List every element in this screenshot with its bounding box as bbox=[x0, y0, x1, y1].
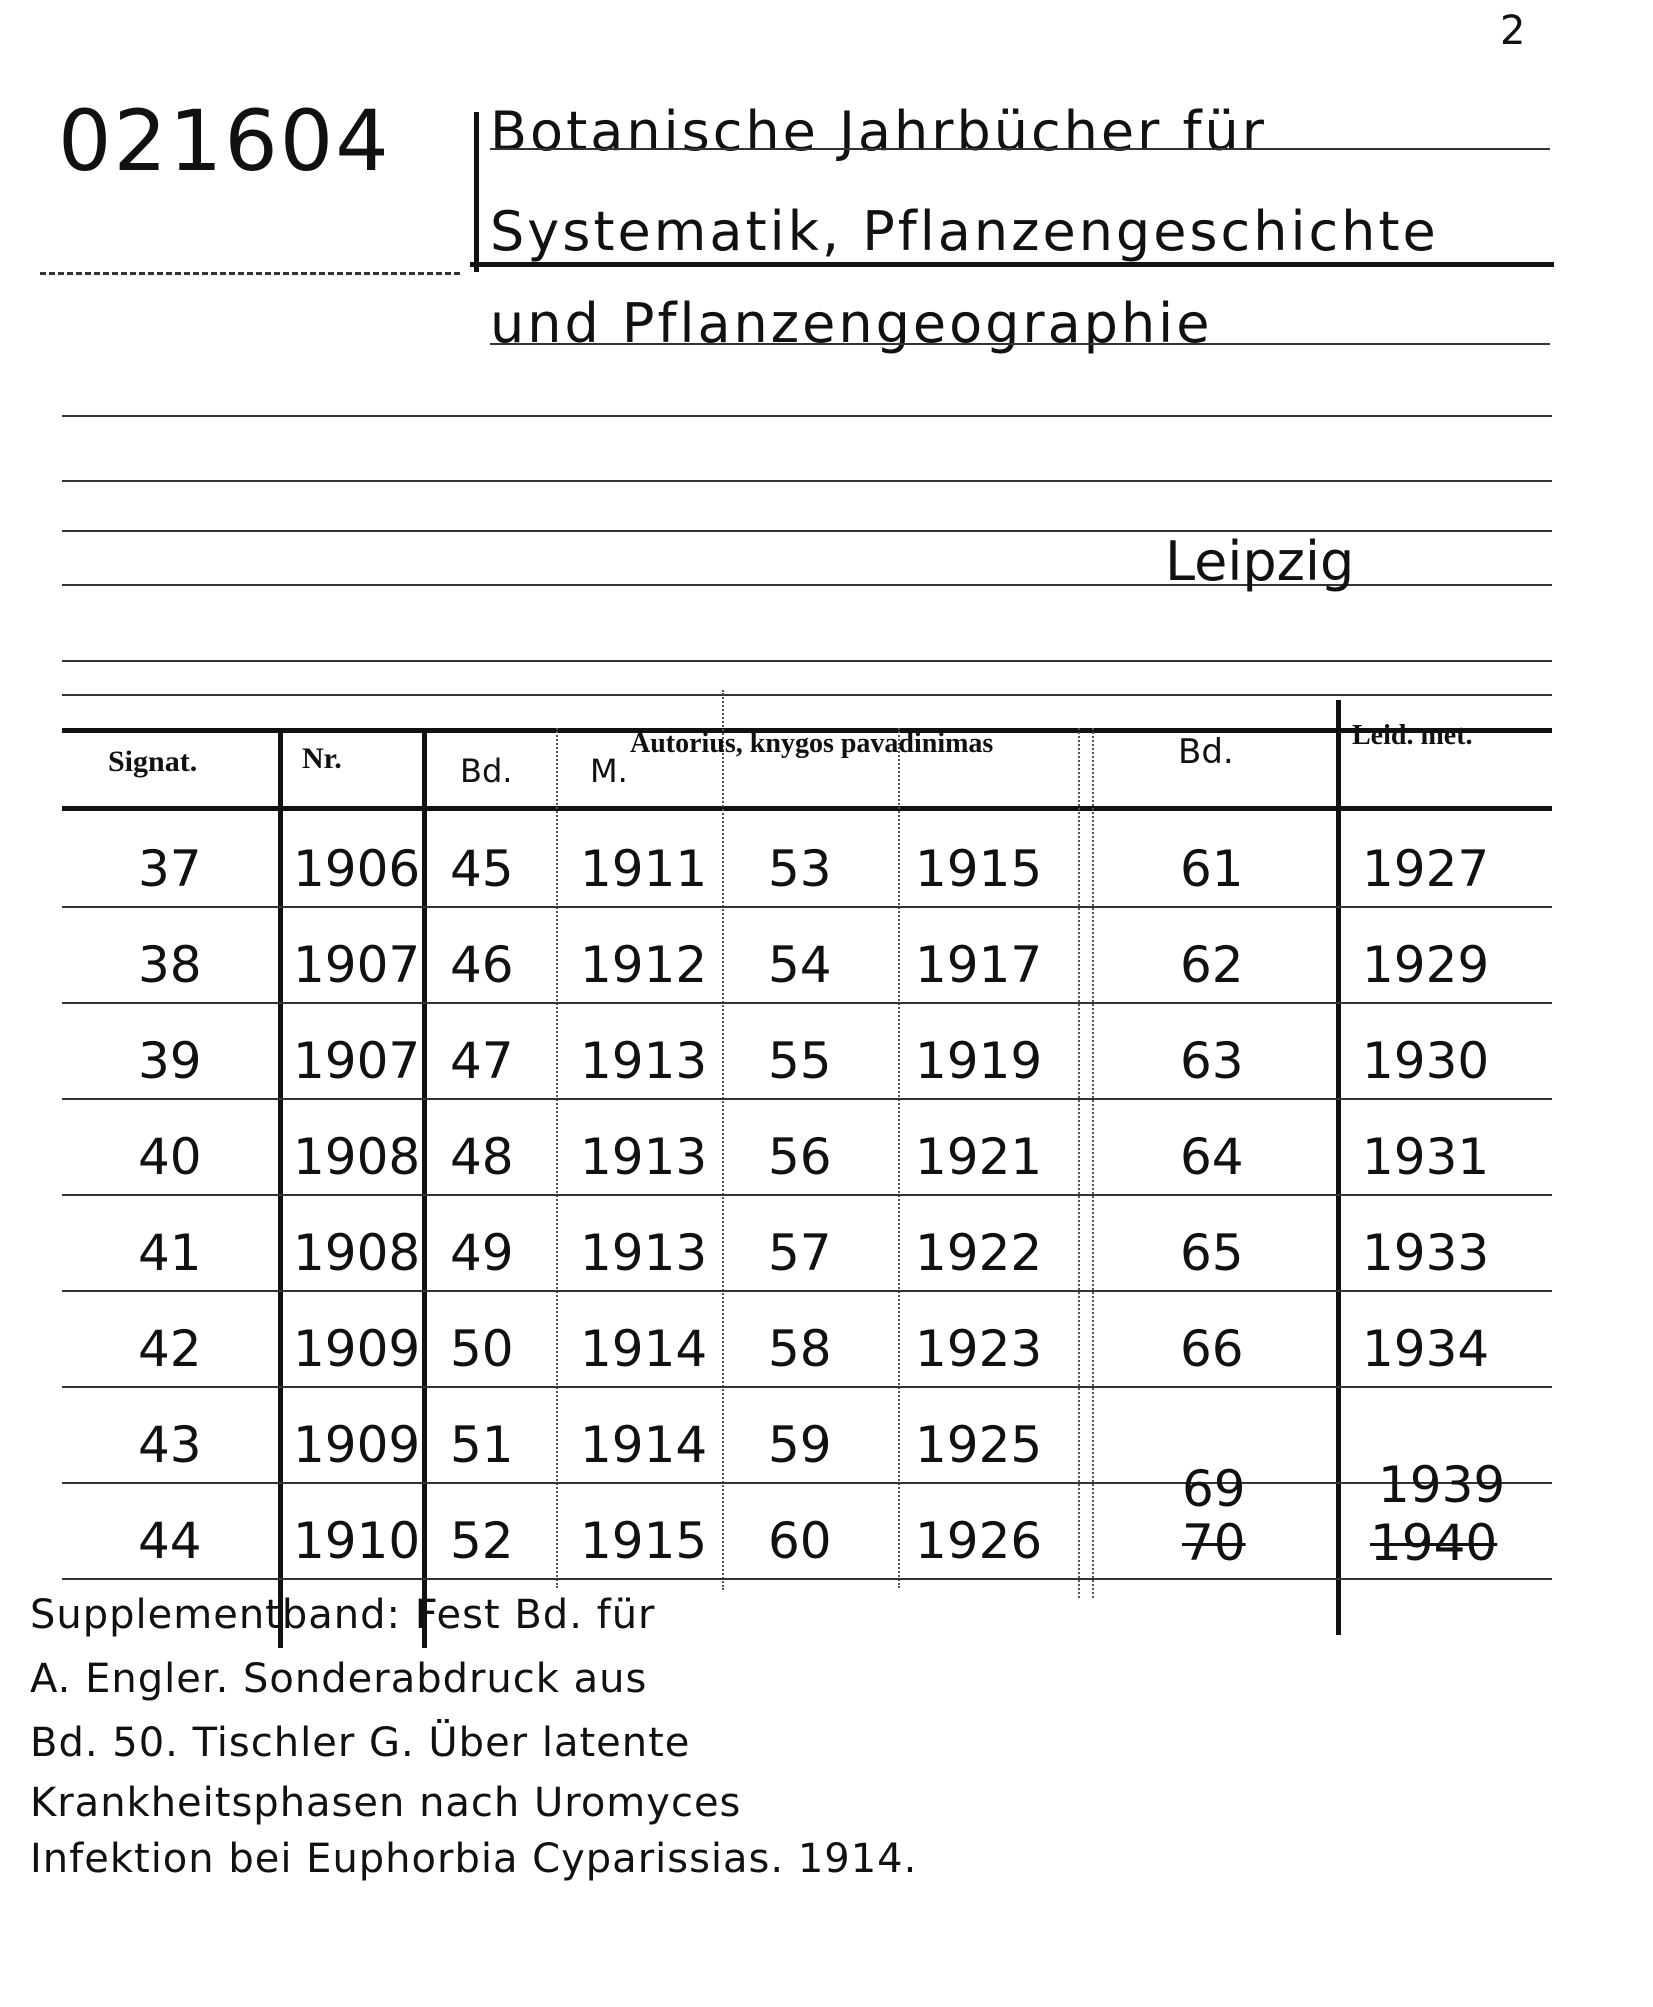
header-autorius: Autorius, knygos pavadinimas bbox=[630, 728, 994, 759]
cell-m: 1919 bbox=[915, 1032, 1043, 1090]
guide-line bbox=[490, 148, 1550, 150]
cell-bd: 47 bbox=[450, 1032, 514, 1090]
cell-bd: 50 bbox=[450, 1320, 514, 1378]
title-bracket bbox=[474, 112, 479, 272]
guide-line bbox=[62, 660, 1552, 662]
cell-signat: 43 bbox=[138, 1416, 202, 1474]
cell-year: 1907 bbox=[293, 1032, 421, 1090]
cell-m: 1911 bbox=[580, 840, 708, 898]
cell-m: 1913 bbox=[580, 1224, 708, 1282]
cell-bd: 53 bbox=[768, 840, 832, 898]
header-signat: Signat. bbox=[108, 745, 198, 778]
supplement-note-line: Infektion bei Euphorbia Cyparissias. 1914. bbox=[30, 1836, 918, 1882]
cell-year: 1906 bbox=[293, 840, 421, 898]
guide-line bbox=[62, 480, 1552, 482]
table-row bbox=[0, 1194, 1653, 1290]
cell-bd: 45 bbox=[450, 840, 514, 898]
cell-signat: 42 bbox=[138, 1320, 202, 1378]
cell-bd: 46 bbox=[450, 936, 514, 994]
page-number: 2 bbox=[1500, 8, 1526, 54]
row-separator bbox=[62, 1290, 1552, 1292]
row-separator bbox=[62, 1386, 1552, 1388]
guide-line bbox=[62, 415, 1552, 417]
supplement-note-line: Bd. 50. Tischler G. Über latente bbox=[30, 1720, 691, 1766]
header-bd: Bd. bbox=[460, 752, 513, 790]
cell-bd: 58 bbox=[768, 1320, 832, 1378]
cell-m: 1926 bbox=[915, 1512, 1043, 1570]
cell-bd: 55 bbox=[768, 1032, 832, 1090]
cell-signat: 37 bbox=[138, 840, 202, 898]
table-row bbox=[0, 1002, 1653, 1098]
title-line-3: und Pflanzengeographie bbox=[490, 292, 1213, 355]
cell-m: 1914 bbox=[580, 1320, 708, 1378]
cell-leid: 1934 bbox=[1362, 1320, 1490, 1378]
cell-m: 1925 bbox=[915, 1416, 1043, 1474]
row-separator bbox=[62, 1098, 1552, 1100]
supplement-note-line: Krankheitsphasen nach Uromyces bbox=[30, 1780, 742, 1826]
cell-signat: 39 bbox=[138, 1032, 202, 1090]
cell-bd: 61 bbox=[1180, 840, 1244, 898]
cell-leid-1940: 1940 bbox=[1370, 1514, 1498, 1572]
cell-m: 1917 bbox=[915, 936, 1043, 994]
row-separator bbox=[62, 1002, 1552, 1004]
cell-signat: 40 bbox=[138, 1128, 202, 1186]
table-row bbox=[0, 906, 1653, 1002]
table-row bbox=[0, 1098, 1653, 1194]
cell-m: 1914 bbox=[580, 1416, 708, 1474]
cell-leid: 1929 bbox=[1362, 936, 1490, 994]
publication-place: Leipzig bbox=[1165, 530, 1355, 593]
cell-year: 1908 bbox=[293, 1128, 421, 1186]
cell-m: 1923 bbox=[915, 1320, 1043, 1378]
cell-m: 1921 bbox=[915, 1128, 1043, 1186]
row-separator bbox=[62, 906, 1552, 908]
cell-signat: 41 bbox=[138, 1224, 202, 1282]
cell-leid: 1930 bbox=[1362, 1032, 1490, 1090]
cell-signat: 44 bbox=[138, 1512, 202, 1570]
cell-m: 1913 bbox=[580, 1128, 708, 1186]
title-underline bbox=[470, 262, 1554, 267]
cell-bd-69: 69 bbox=[1182, 1460, 1246, 1518]
row-separator bbox=[62, 1578, 1552, 1580]
header-m: M. bbox=[590, 752, 628, 790]
cell-bd: 63 bbox=[1180, 1032, 1244, 1090]
cell-m: 1922 bbox=[915, 1224, 1043, 1282]
cell-m: 1915 bbox=[580, 1512, 708, 1570]
cell-bd-70: 70 bbox=[1182, 1514, 1246, 1572]
cell-year: 1909 bbox=[293, 1416, 421, 1474]
cell-bd: 62 bbox=[1180, 936, 1244, 994]
row-separator bbox=[62, 1194, 1552, 1196]
cell-bd: 51 bbox=[450, 1416, 514, 1474]
cell-m: 1915 bbox=[915, 840, 1043, 898]
cell-year: 1910 bbox=[293, 1512, 421, 1570]
header-bd-2: Bd. bbox=[1178, 732, 1234, 772]
cell-bd: 48 bbox=[450, 1128, 514, 1186]
catalog-number: 021604 bbox=[58, 92, 391, 190]
cell-bd: 57 bbox=[768, 1224, 832, 1282]
title-line-2: Systematik, Pflanzengeschichte bbox=[490, 200, 1439, 263]
row-separator bbox=[62, 1482, 1552, 1484]
cell-leid: 1931 bbox=[1362, 1128, 1490, 1186]
cell-year: 1909 bbox=[293, 1320, 421, 1378]
cell-leid: 1933 bbox=[1362, 1224, 1490, 1282]
title-line-1: Botanische Jahrbücher für bbox=[490, 100, 1267, 163]
header-leid-met: Leid. met. bbox=[1352, 720, 1473, 751]
cell-m: 1913 bbox=[580, 1032, 708, 1090]
cell-bd: 54 bbox=[768, 936, 832, 994]
supplement-note-line: Supplementband: Fest Bd. für bbox=[30, 1592, 656, 1638]
cell-year: 1908 bbox=[293, 1224, 421, 1282]
cell-m: 1912 bbox=[580, 936, 708, 994]
guide-line bbox=[62, 694, 1552, 696]
cell-bd: 59 bbox=[768, 1416, 832, 1474]
cell-bd: 52 bbox=[450, 1512, 514, 1570]
header-nr: Nr. bbox=[302, 742, 342, 775]
cell-bd: 65 bbox=[1180, 1224, 1244, 1282]
table-row bbox=[0, 810, 1653, 906]
cell-signat: 38 bbox=[138, 936, 202, 994]
cell-bd: 64 bbox=[1180, 1128, 1244, 1186]
cell-year: 1907 bbox=[293, 936, 421, 994]
cell-leid: 1927 bbox=[1362, 840, 1490, 898]
cell-bd: 66 bbox=[1180, 1320, 1244, 1378]
cell-bd: 56 bbox=[768, 1128, 832, 1186]
guide-line bbox=[490, 343, 1550, 345]
cell-leid-1939: 1939 bbox=[1378, 1456, 1506, 1514]
supplement-note-line: A. Engler. Sonderabdruck aus bbox=[30, 1656, 648, 1702]
guide-line bbox=[40, 272, 460, 275]
table-row bbox=[0, 1290, 1653, 1386]
cell-bd: 60 bbox=[768, 1512, 832, 1570]
cell-bd: 49 bbox=[450, 1224, 514, 1282]
